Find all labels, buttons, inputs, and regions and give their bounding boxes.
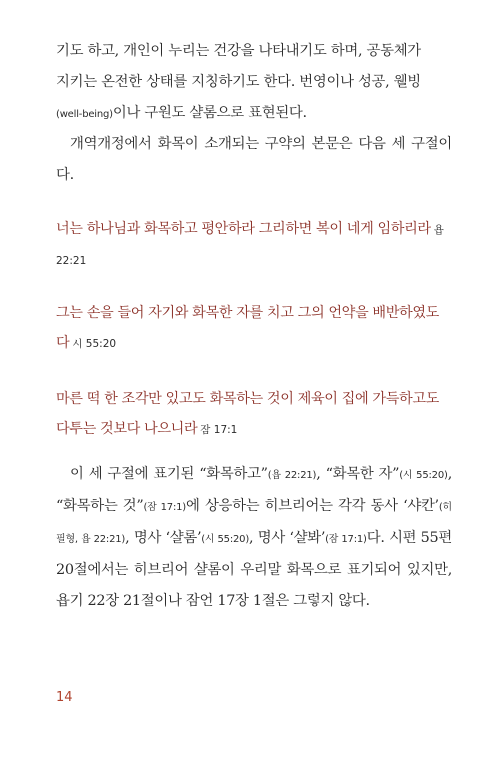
text-run: , “화목한 자”	[316, 466, 400, 482]
scripture-reference: 잠 17:1	[200, 424, 238, 436]
paragraph-line: 이나 구원도 샬롬으로 표현된다.	[112, 105, 307, 121]
paragraph-line: 지키는 온전한 상태를 지칭하기도 한다. 번영이나 성공, 웰빙	[56, 74, 421, 90]
page-number: 14	[56, 690, 73, 705]
text-run: , 명사 ‘샬롬’	[125, 530, 202, 546]
text-run: , “화목하는 것”	[56, 466, 452, 514]
text-run: 다. 시편 55편 20절에서는 히브리어 샬롬이 우리말 화목으로 표기되어 있지만, 욥기 22장 21절이나 잠언 17장 1절은 그렇지 않다.	[56, 530, 452, 609]
quote-text: 너는 하나님과 화목하고 평안하라 그리하면 복이 네게 임하리라	[56, 221, 431, 237]
inline-reference: (시 55:20)	[399, 470, 448, 481]
scripture-quote	[56, 384, 452, 445]
paragraph-text: 개역개정에서 화목이 소개되는 구약의 본문은 다음 세 구절이다.	[56, 136, 452, 183]
scripture-quote	[56, 298, 452, 359]
text-run: 에 상응하는 히브리어는 각각 동사 ‘샤칸’	[186, 498, 439, 514]
inline-reference: (욥 22:21)	[267, 470, 317, 481]
text-run: 이 세 구절에 표기된 “화목하고”	[70, 466, 268, 482]
quote-text: 마른 떡 한 조각만 있고도 화목하는 것이 제육이 집에 가득하고도 다투는 것보다 나으니라	[56, 391, 439, 437]
english-term: (well-being)	[56, 109, 113, 120]
scripture-reference: 시 55:20	[72, 338, 117, 350]
paragraph-analysis	[56, 459, 452, 617]
paragraph-continued	[56, 36, 452, 130]
inline-reference: (잠 17:1)	[325, 534, 367, 545]
scripture-quote	[56, 214, 452, 276]
inline-reference: (시 55:20)	[201, 534, 250, 545]
scripture-reference: 욥 22:21	[56, 224, 444, 267]
paragraph-intro	[56, 129, 452, 191]
inline-reference: (잠 17:1)	[143, 502, 187, 513]
inline-reference: (히필형, 욥 22:21)	[56, 502, 452, 545]
text-run: , 명사 ‘샬봐’	[249, 530, 326, 546]
paragraph-line: 기도 하고, 개인이 누리는 건강을 나타내기도 하며, 공동체가	[56, 43, 421, 59]
quote-text: 그는 손을 들어 자기와 화목한 자를 치고 그의 언약을 배반하였도다	[56, 305, 439, 351]
